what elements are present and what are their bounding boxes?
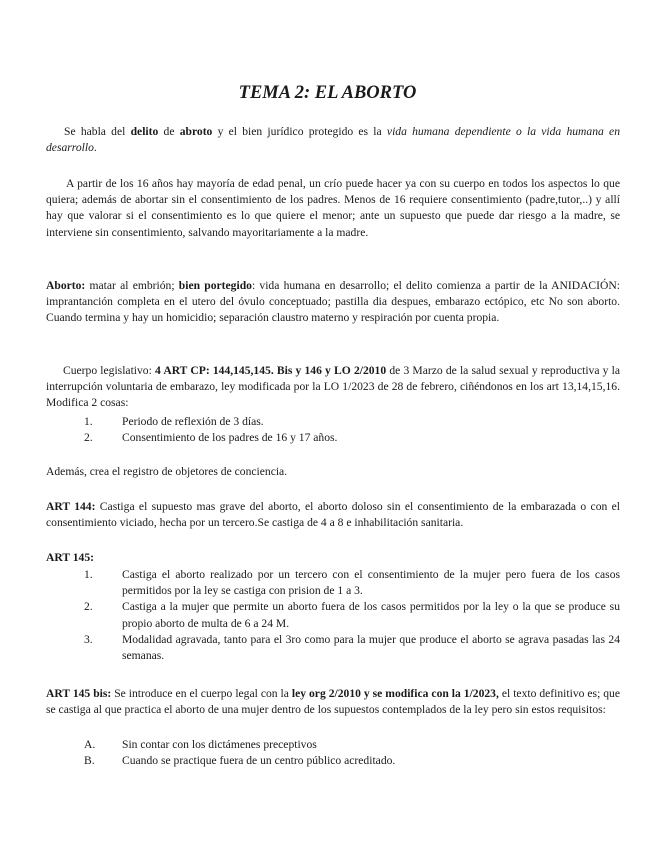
heading-art-145: ART 145: [46, 551, 95, 564]
paragraph-art-145-bis: ART 145 bis: Se introduce en el cuerpo legal con la ley org 2/2010 y se modifica con la 1/2023, el texto definitivo es; que se castiga al que practica el aborto de una mujer dentro de los supuestos contemplados de la ley pero sin estos requisitos: [46, 687, 620, 717]
list-item: 3. Modalidad agravada, tanto para el 3ro como para la mujer que produce el aborto se agrava pasadas las 24 semanas. [84, 632, 620, 663]
list-art-145 [84, 567, 620, 664]
paragraph-objectors: Además, crea el registro de objetores de conciencia. [46, 465, 288, 478]
list-item: 1. Periodo de reflexión de 3 días. [84, 415, 264, 428]
paragraph-legislation: Cuerpo legislativo: 4 ART CP: 144,145,145. Bis y 146 y LO 2/2010 de 3 Marzo de la salud sexual y reproductiva y la interrupción voluntaria de embarazo, ley modificada por la LO 1/2023 de 28 de febrero, ciñéndonos en los art 13,14,15,16. Modifica 2 cosas: [46, 364, 620, 410]
paragraph-aborto-definition: Aborto: matar al embrión; bien portegido: vida humana en desarrollo; el delito comienza a partir de la ANIDACIÓN: imprantanción completa en el utero del óvulo conceptuado; pastilla dia despues, embarazo ectópico, etc No son aborto. Cuando termina y hay un homicidio; separación claustro materno y respiración por cuenta propia. [46, 279, 620, 325]
list-item: B. Cuando se practique fuera de un centro público acreditado. [84, 754, 396, 768]
paragraph-intro: Se habla del delito de abroto y el bien jurídico protegido es la vida humana dependiente o la vida humana en desarrollo. [46, 125, 620, 155]
list-item: A. Sin contar con los dictámenes preceptivos [84, 738, 317, 751]
paragraph-age: A partir de los 16 años hay mayoría de edad penal, un crío puede hacer ya con su cuerpo en todos los aspectos lo que quiera; además de abortar sin el consentimiento de los padres. Menos de 16 requiere consentimiento (padre,tutor,..) y allí hay que valorar si el consentimiento es lo que quiere el menor; ante un supuesto que puede dar riesgo a la madre, se interviene sin consentimiento, salvando mayoritariamente a la madre. [46, 177, 620, 239]
list-item: 2. Castiga a la mujer que permite un aborto fuera de los casos permitidos por la ley o la que se produce su propio aborto de multa de 6 a 24 M. [84, 600, 620, 630]
paragraph-art-144: ART 144: Castiga el supuesto mas grave del aborto, el aborto doloso sin el consentimiento de la embarazada o con el consentimiento viciado, hecha por un tercero.Se castiga de 4 a 8 e inhabilitación sanitaria. [46, 500, 621, 530]
page-title: TEMA 2: EL ABORTO [238, 83, 417, 103]
list-modifications [84, 414, 620, 446]
list-requirements [84, 737, 620, 769]
list-item: 1. Castiga el aborto realizado por un tercero con el consentimiento de la mujer pero fuera de los casos permitidos por la ley se castiga con prision de 1 a 3. [84, 568, 620, 598]
list-item: 2. Consentimiento de los padres de 16 y 17 años. [84, 431, 338, 445]
